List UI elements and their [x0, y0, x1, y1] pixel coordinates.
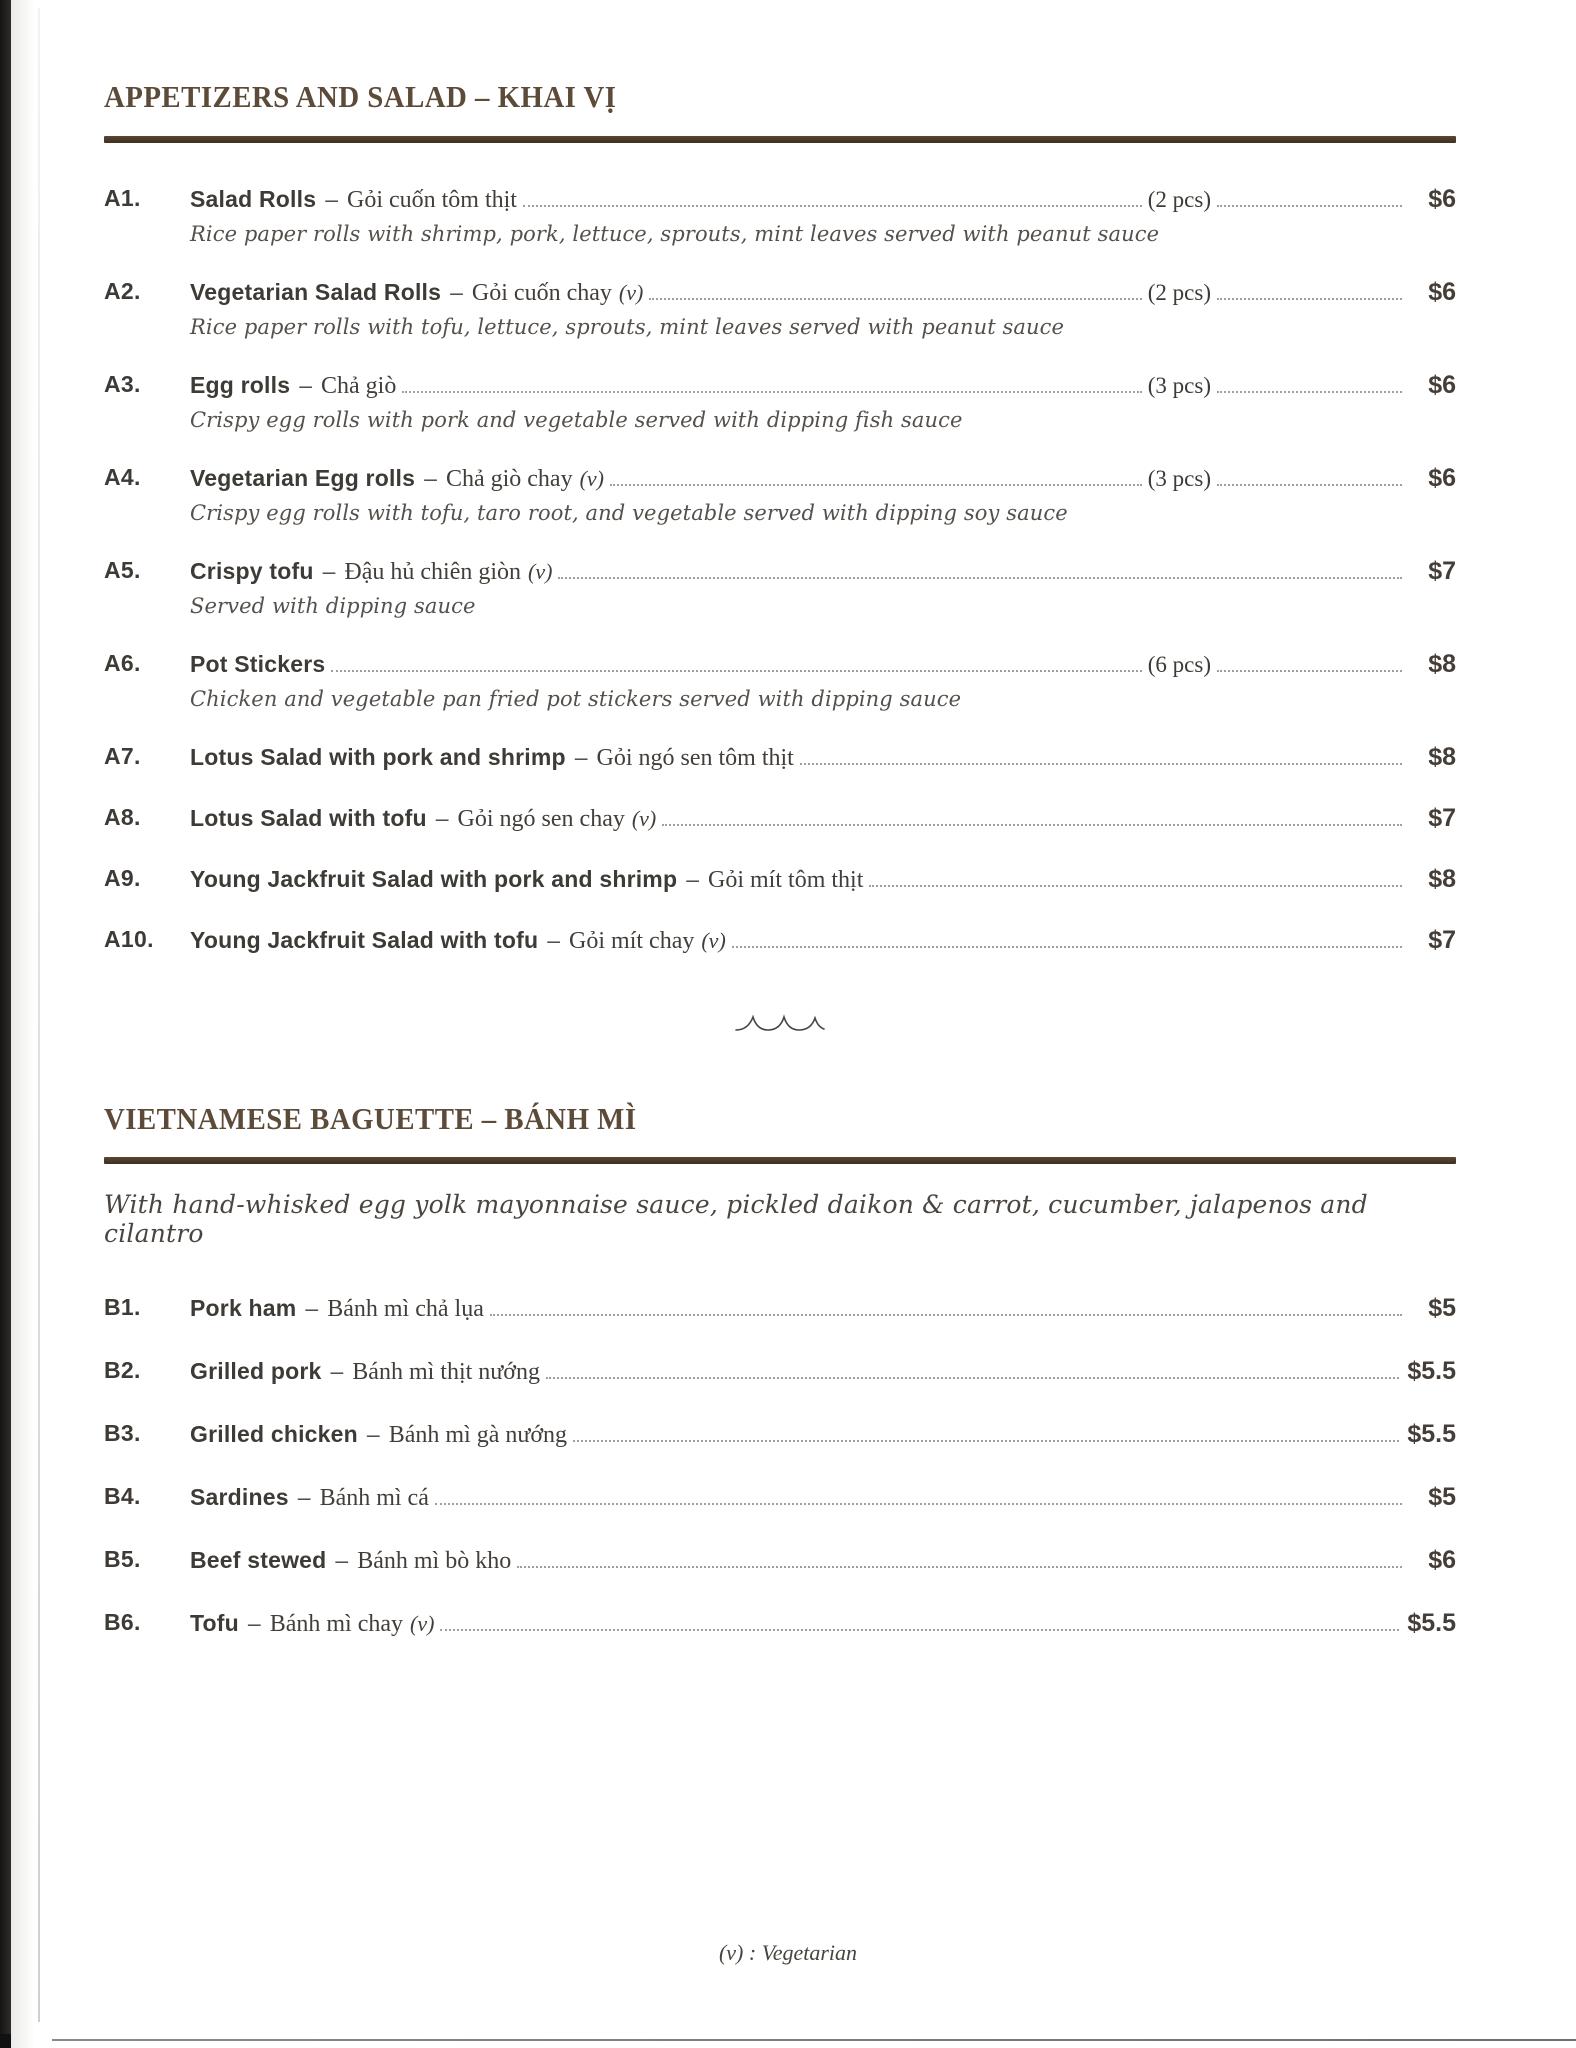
item-name: Grilled chicken	[190, 1421, 358, 1448]
section-divider-rule	[104, 136, 1456, 143]
dot-leader	[331, 670, 1141, 672]
dot-leader	[732, 946, 1402, 948]
item-separator: –	[450, 278, 463, 305]
menu-item-row	[104, 743, 1456, 772]
dot-leader	[402, 391, 1141, 393]
item-separator: –	[435, 804, 449, 831]
item-separator: –	[686, 865, 700, 892]
item-name: Pot Stickers	[190, 650, 326, 677]
item-vietnamese-name: Gỏi mít tôm thịt	[708, 866, 864, 893]
item-description: Crispy egg rolls with tofu, taro root, and vegetable served with dipping soy sauce	[190, 500, 1068, 525]
menu-item-row	[104, 557, 1456, 618]
item-name: Egg rolls	[190, 371, 291, 398]
vegetarian-mark: (v)	[410, 1611, 435, 1637]
item-price: $7	[1428, 556, 1456, 585]
menu-item-row	[104, 1609, 1456, 1638]
item-description: Rice paper rolls with tofu, lettuce, sprouts, mint leaves served with peanut sauce	[190, 314, 1065, 339]
pieces-label: (2 pcs)	[1147, 186, 1211, 212]
item-vietnamese-name: Gỏi ngó sen tôm thịt	[596, 744, 794, 771]
item-code: A6.	[104, 649, 141, 676]
item-separator: –	[305, 1295, 319, 1322]
menu-item-row	[104, 1357, 1456, 1386]
item-code: A4.	[104, 463, 141, 490]
item-separator: –	[335, 1547, 349, 1574]
dot-leader	[649, 298, 1141, 300]
item-price: $5	[1428, 1294, 1456, 1323]
item-name: Grilled pork	[190, 1358, 322, 1385]
dot-leader	[523, 205, 1142, 207]
item-name: Lotus Salad with tofu	[190, 804, 427, 831]
section-baguette	[104, 1101, 1456, 1639]
dot-leader	[1217, 298, 1402, 300]
pieces-label: (2 pcs)	[1147, 279, 1211, 305]
item-price: $6	[1428, 184, 1456, 213]
dot-leader	[558, 577, 1402, 579]
dot-leader	[573, 1440, 1399, 1442]
item-name: Pork ham	[190, 1295, 297, 1322]
item-separator: –	[424, 464, 437, 491]
dot-leader	[1217, 205, 1402, 207]
item-code: A8.	[104, 803, 141, 830]
item-separator: –	[330, 1358, 344, 1385]
vegetarian-mark: (v)	[701, 927, 726, 953]
menu-item-row	[104, 865, 1456, 894]
item-separator: –	[299, 371, 312, 398]
item-description: Crispy egg rolls with pork and vegetable served with dipping fish sauce	[190, 407, 963, 432]
item-code: A1.	[104, 184, 141, 211]
section-title: VIETNAMESE BAGUETTE – BÁNH MÌ	[104, 1100, 637, 1136]
item-name: Lotus Salad with pork and shrimp	[190, 743, 566, 770]
wave-divider-icon	[732, 1013, 828, 1035]
menu-item-row	[104, 926, 1456, 955]
item-separator: –	[366, 1421, 380, 1448]
dot-leader	[1217, 670, 1402, 672]
item-price: $7	[1428, 803, 1456, 832]
item-separator: –	[325, 185, 338, 212]
dot-leader	[1217, 484, 1402, 486]
dot-leader	[662, 824, 1402, 826]
section-divider-rule	[104, 1157, 1456, 1164]
vegetarian-mark: (v)	[618, 279, 644, 305]
dot-leader	[869, 885, 1402, 887]
scan-edge-bottom	[52, 2039, 1576, 2041]
item-vietnamese-name: Bánh mì thịt nướng	[352, 1359, 540, 1386]
item-vietnamese-name: Chả giò	[321, 372, 397, 399]
dot-leader	[1217, 391, 1402, 393]
item-code: B3.	[104, 1420, 141, 1447]
section-appetizers	[104, 79, 1456, 955]
item-price: $5.5	[1407, 1357, 1456, 1386]
item-vietnamese-name: Bánh mì chả lụa	[327, 1296, 484, 1323]
item-separator: –	[574, 743, 588, 770]
item-price: $5.5	[1407, 1609, 1456, 1638]
menu-item-row	[104, 1294, 1456, 1323]
section-subtitle: With hand-whisked egg yolk mayonnaise sauce, pickled daikon & carrot, cucumber, jalapenos and cilantro	[104, 1190, 1368, 1249]
item-description: Rice paper rolls with shrimp, pork, lettuce, sprouts, mint leaves served with peanut sauce	[190, 221, 1160, 246]
section-title: APPETIZERS AND SALAD – KHAI VỊ	[104, 78, 617, 114]
item-code: B5.	[104, 1546, 141, 1573]
item-code: B4.	[104, 1483, 141, 1510]
item-name: Tofu	[190, 1610, 239, 1637]
item-separator: –	[547, 926, 561, 953]
item-name: Vegetarian Salad Rolls	[190, 278, 442, 305]
dot-leader	[440, 1629, 1399, 1631]
vegetarian-footnote: (v) : Vegetarian	[718, 1940, 858, 1965]
item-name: Salad Rolls	[190, 185, 317, 212]
item-price: $8	[1428, 864, 1456, 893]
item-code: A3.	[104, 370, 141, 397]
item-code: A10.	[104, 925, 154, 952]
menu-item-row	[104, 650, 1456, 711]
item-code: A9.	[104, 864, 141, 891]
item-separator: –	[297, 1484, 311, 1511]
menu-item-row	[104, 185, 1456, 246]
item-code: B6.	[104, 1609, 141, 1636]
item-price: $7	[1428, 925, 1456, 954]
item-vietnamese-name: Gỏi mít chay	[569, 927, 695, 954]
item-price: $8	[1428, 649, 1456, 678]
dot-leader	[610, 484, 1142, 486]
item-description: Served with dipping sauce	[190, 593, 476, 618]
item-vietnamese-name: Gỏi cuốn chay	[471, 279, 612, 306]
menu-item-row	[104, 371, 1456, 432]
item-price: $6	[1428, 463, 1456, 492]
dot-leader	[435, 1503, 1402, 1505]
pieces-label: (6 pcs)	[1147, 651, 1211, 677]
item-description: Chicken and vegetable pan fried pot stickers served with dipping sauce	[190, 686, 962, 711]
item-vietnamese-name: Chả giò chay	[445, 465, 573, 492]
item-vietnamese-name: Bánh mì gà nướng	[388, 1422, 568, 1449]
item-price: $8	[1428, 742, 1456, 771]
item-price: $6	[1428, 1546, 1456, 1575]
item-name: Beef stewed	[190, 1547, 327, 1574]
item-price: $6	[1428, 277, 1456, 306]
item-separator: –	[322, 557, 336, 584]
item-vietnamese-name: Bánh mì chay	[269, 1611, 404, 1638]
item-price: $6	[1428, 370, 1456, 399]
scan-corner-bottom	[0, 2034, 11, 2048]
menu-item-row	[104, 804, 1456, 833]
dot-leader	[546, 1377, 1399, 1379]
item-vietnamese-name: Gỏi cuốn tôm thịt	[346, 186, 517, 213]
item-vietnamese-name: Bánh mì cá	[319, 1485, 429, 1512]
menu-list	[104, 1294, 1456, 1638]
item-separator: –	[247, 1610, 261, 1637]
dot-leader	[517, 1566, 1402, 1568]
item-price: $5.5	[1407, 1420, 1456, 1449]
item-vietnamese-name: Đậu hủ chiên giòn	[344, 558, 522, 585]
vegetarian-mark: (v)	[631, 805, 657, 831]
item-code: B1.	[104, 1294, 141, 1321]
item-name: Vegetarian Egg rolls	[190, 464, 416, 491]
dot-leader	[490, 1314, 1402, 1316]
item-code: A2.	[104, 277, 141, 304]
item-name: Young Jackfruit Salad with pork and shrimp	[190, 865, 678, 892]
item-code: B2.	[104, 1357, 141, 1384]
dot-leader	[800, 763, 1402, 765]
menu-item-row	[104, 1546, 1456, 1575]
item-name: Young Jackfruit Salad with tofu	[190, 926, 539, 953]
item-code: A5.	[104, 556, 141, 583]
item-name: Sardines	[190, 1484, 289, 1511]
item-vietnamese-name: Gỏi ngó sen chay	[457, 805, 625, 832]
menu-list	[104, 185, 1456, 955]
item-price: $5	[1428, 1483, 1456, 1512]
menu-item-row	[104, 1483, 1456, 1512]
menu-item-row	[104, 1420, 1456, 1449]
vegetarian-mark: (v)	[579, 465, 604, 491]
pieces-label: (3 pcs)	[1147, 465, 1211, 491]
item-name: Crispy tofu	[190, 557, 314, 584]
item-code: A7.	[104, 742, 141, 769]
pieces-label: (3 pcs)	[1147, 372, 1211, 398]
menu-item-row	[104, 278, 1456, 339]
item-vietnamese-name: Bánh mì bò kho	[357, 1548, 512, 1575]
vegetarian-mark: (v)	[528, 558, 553, 584]
menu-item-row	[104, 464, 1456, 525]
